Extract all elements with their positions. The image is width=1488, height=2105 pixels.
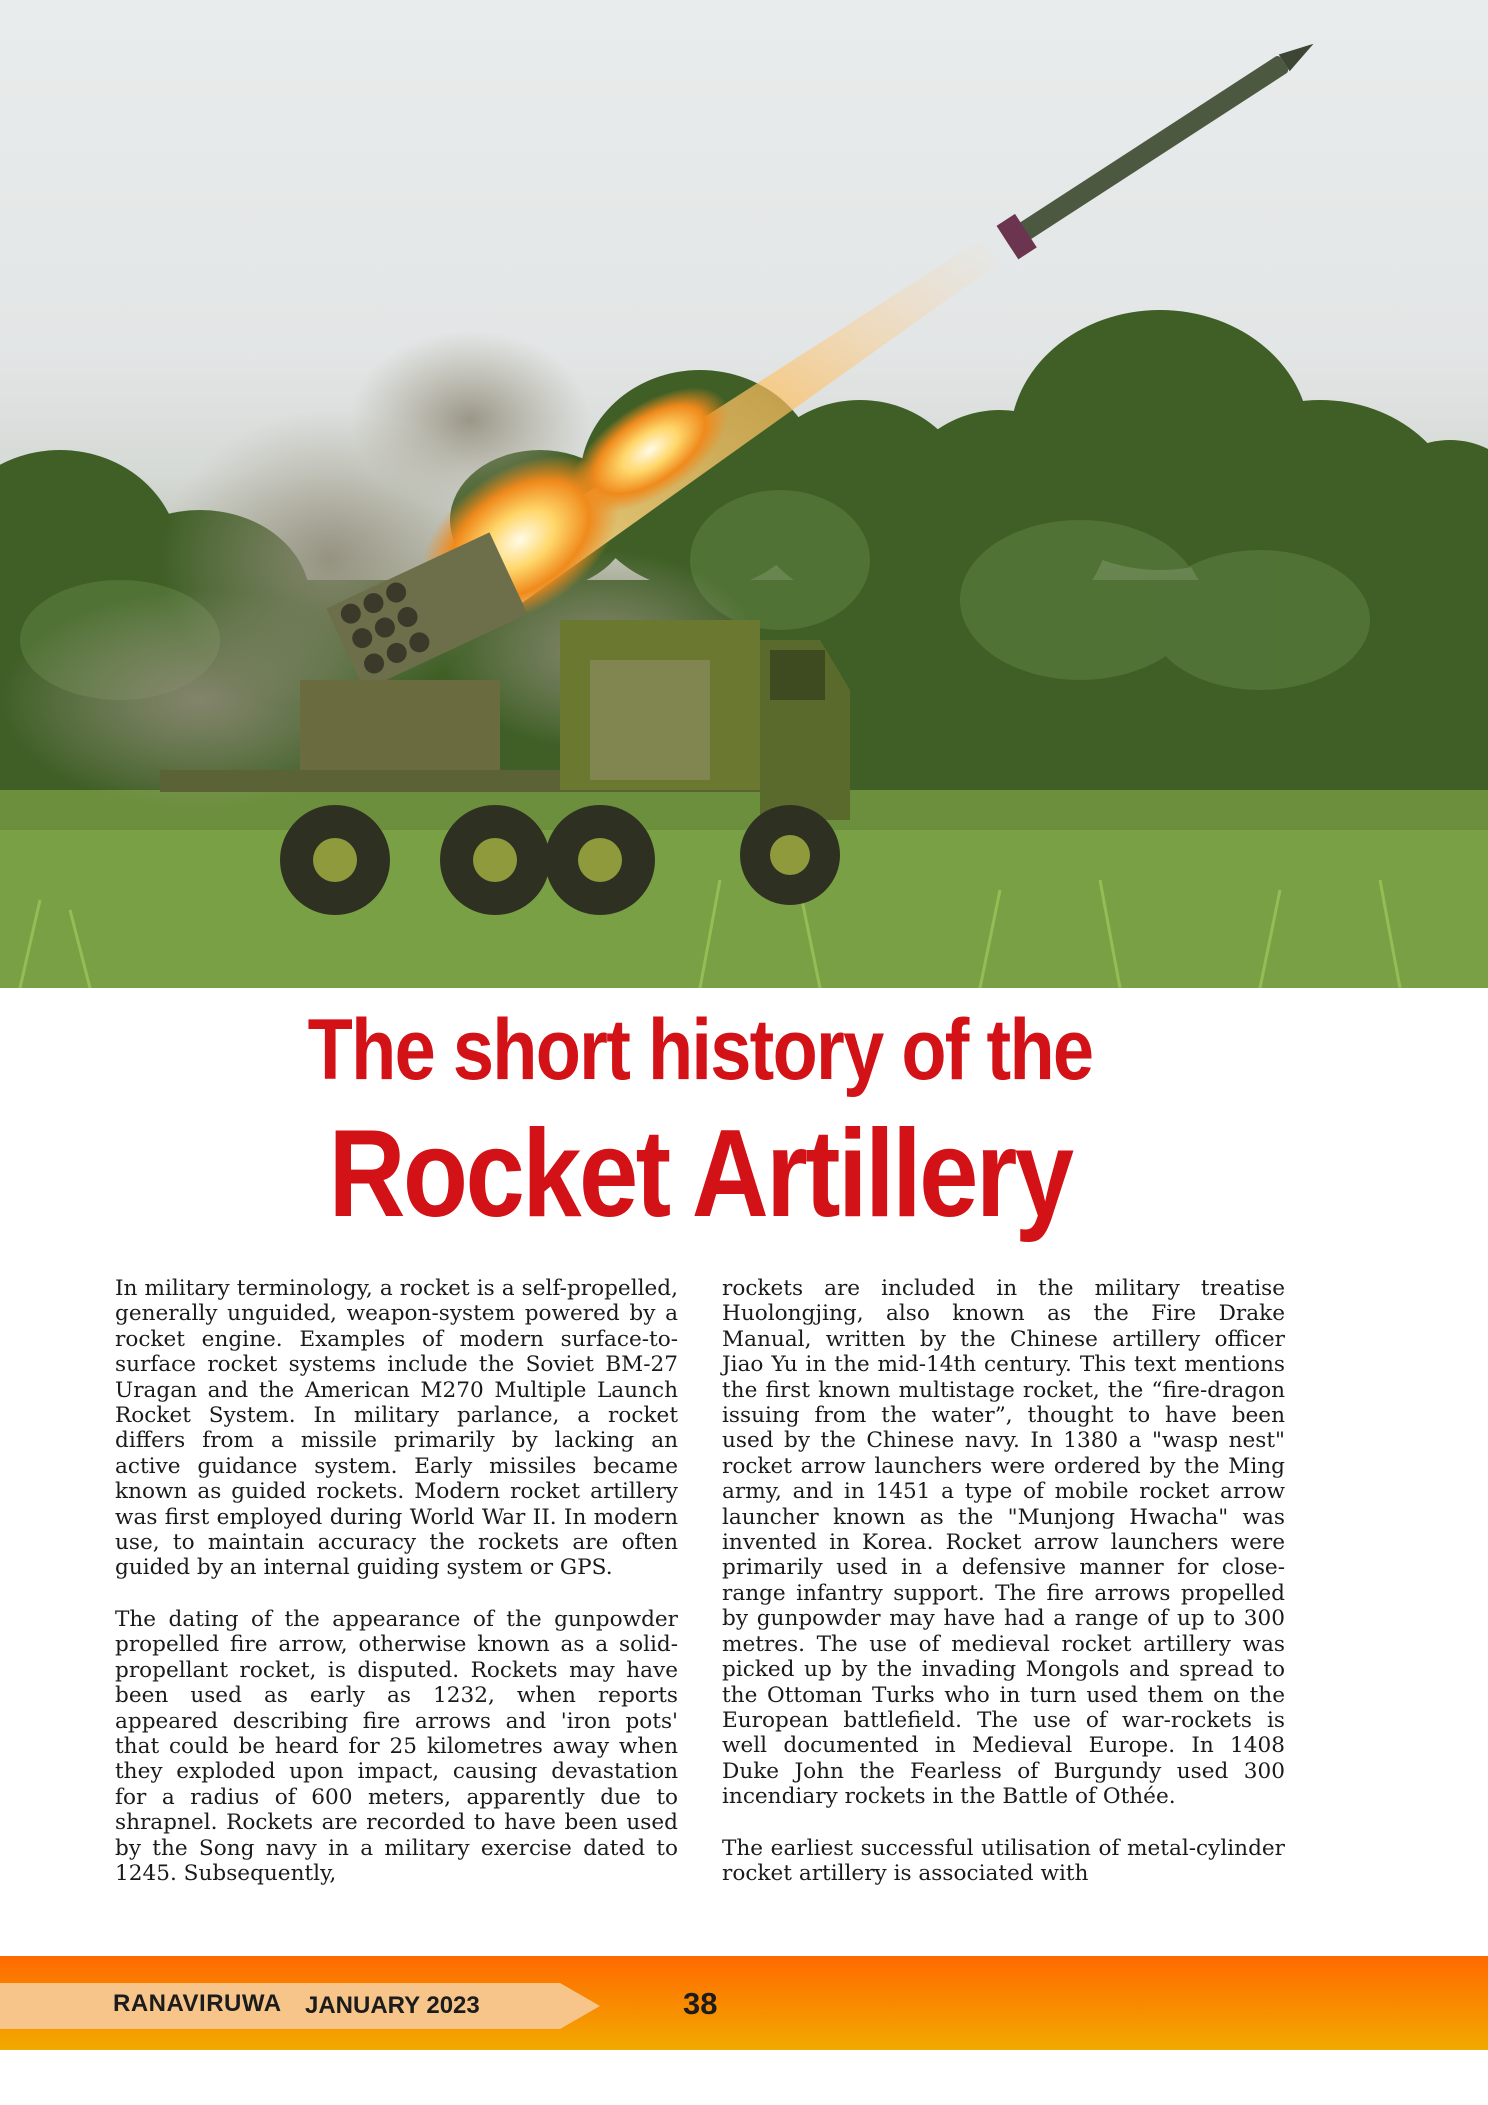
hero-photo (0, 0, 1488, 988)
article-column-left (115, 1276, 678, 1912)
magazine-name: RANAVIRUWA (113, 1990, 282, 2017)
article-column-right (722, 1276, 1285, 1912)
rocket (997, 27, 1325, 259)
rocket-launch-illustration (0, 0, 1488, 988)
paragraph: rockets are included in the military treatise Huolongjing, also known as the Fire Drake Manual, written by the Chinese artillery officer Jiao Yu in the mid-14th century. This text mentions the first known multistage rocket, the “fire-dragon issuing from the water”, thought to have been used by the Chinese navy. In 1380 a "wasp nest" rocket arrow launchers were ordered by the Ming army, and in 1451 a type of mobile rocket arrow launcher known as the "Munjong Hwacha" was invented in Korea. Rocket arrow launchers were primarily used in a defensive manner for close-range infantry support. The fire arrows propelled by gunpowder may have had a range of up to 300 metres. The use of medieval rocket artillery was picked up by the invading Mongols and spread to the Ottoman Turks who in turn used them on the European battlefield. The use of war-rockets is well documented in Medieval Europe. In 1408 Duke John the Fearless of Burgundy used 300 incendiary rockets in the Battle of Othée. (722, 1276, 1285, 1810)
headline-line-1: The short history of the (307, 1002, 1093, 1098)
paragraph: The earliest successful utilisation of metal-cylinder rocket artillery is associated with (722, 1835, 1285, 1886)
footer-tab (0, 1983, 600, 2029)
headline-line-2: Rocket Artillery (328, 1105, 1072, 1243)
page-number: 38 (683, 1986, 718, 2021)
paragraph: The dating of the appearance of the gunpowder propelled fire arrow, otherwise known as a solid-propellant rocket, is disputed. Rockets may have been used as early as 1232, when reports appeared describing fire arrows and 'iron pots' that could be heard for 25 kilometres away when they exploded upon impact, causing devastation for a radius of 600 meters, apparently due to shrapnel. Rockets are recorded to have been used by the Song navy in a military exercise dated to 1245. Subsequently, (115, 1606, 678, 1886)
issue-date: JANUARY 2023 (305, 1992, 480, 2019)
paragraph: In military terminology, a rocket is a self-propelled, generally unguided, weapon-system powered by a rocket engine. Examples of modern surface-to-surface rocket systems include the Soviet BM-27 Uragan and the American M270 Multiple Launch Rocket System. In military parlance, a rocket differs from a missile primarily by lacking an active guidance system. Early missiles became known as guided rockets. Modern rocket artillery was first employed during World War II. In modern use, to maintain accuracy the rockets are often guided by an internal guiding system or GPS. (115, 1276, 678, 1581)
